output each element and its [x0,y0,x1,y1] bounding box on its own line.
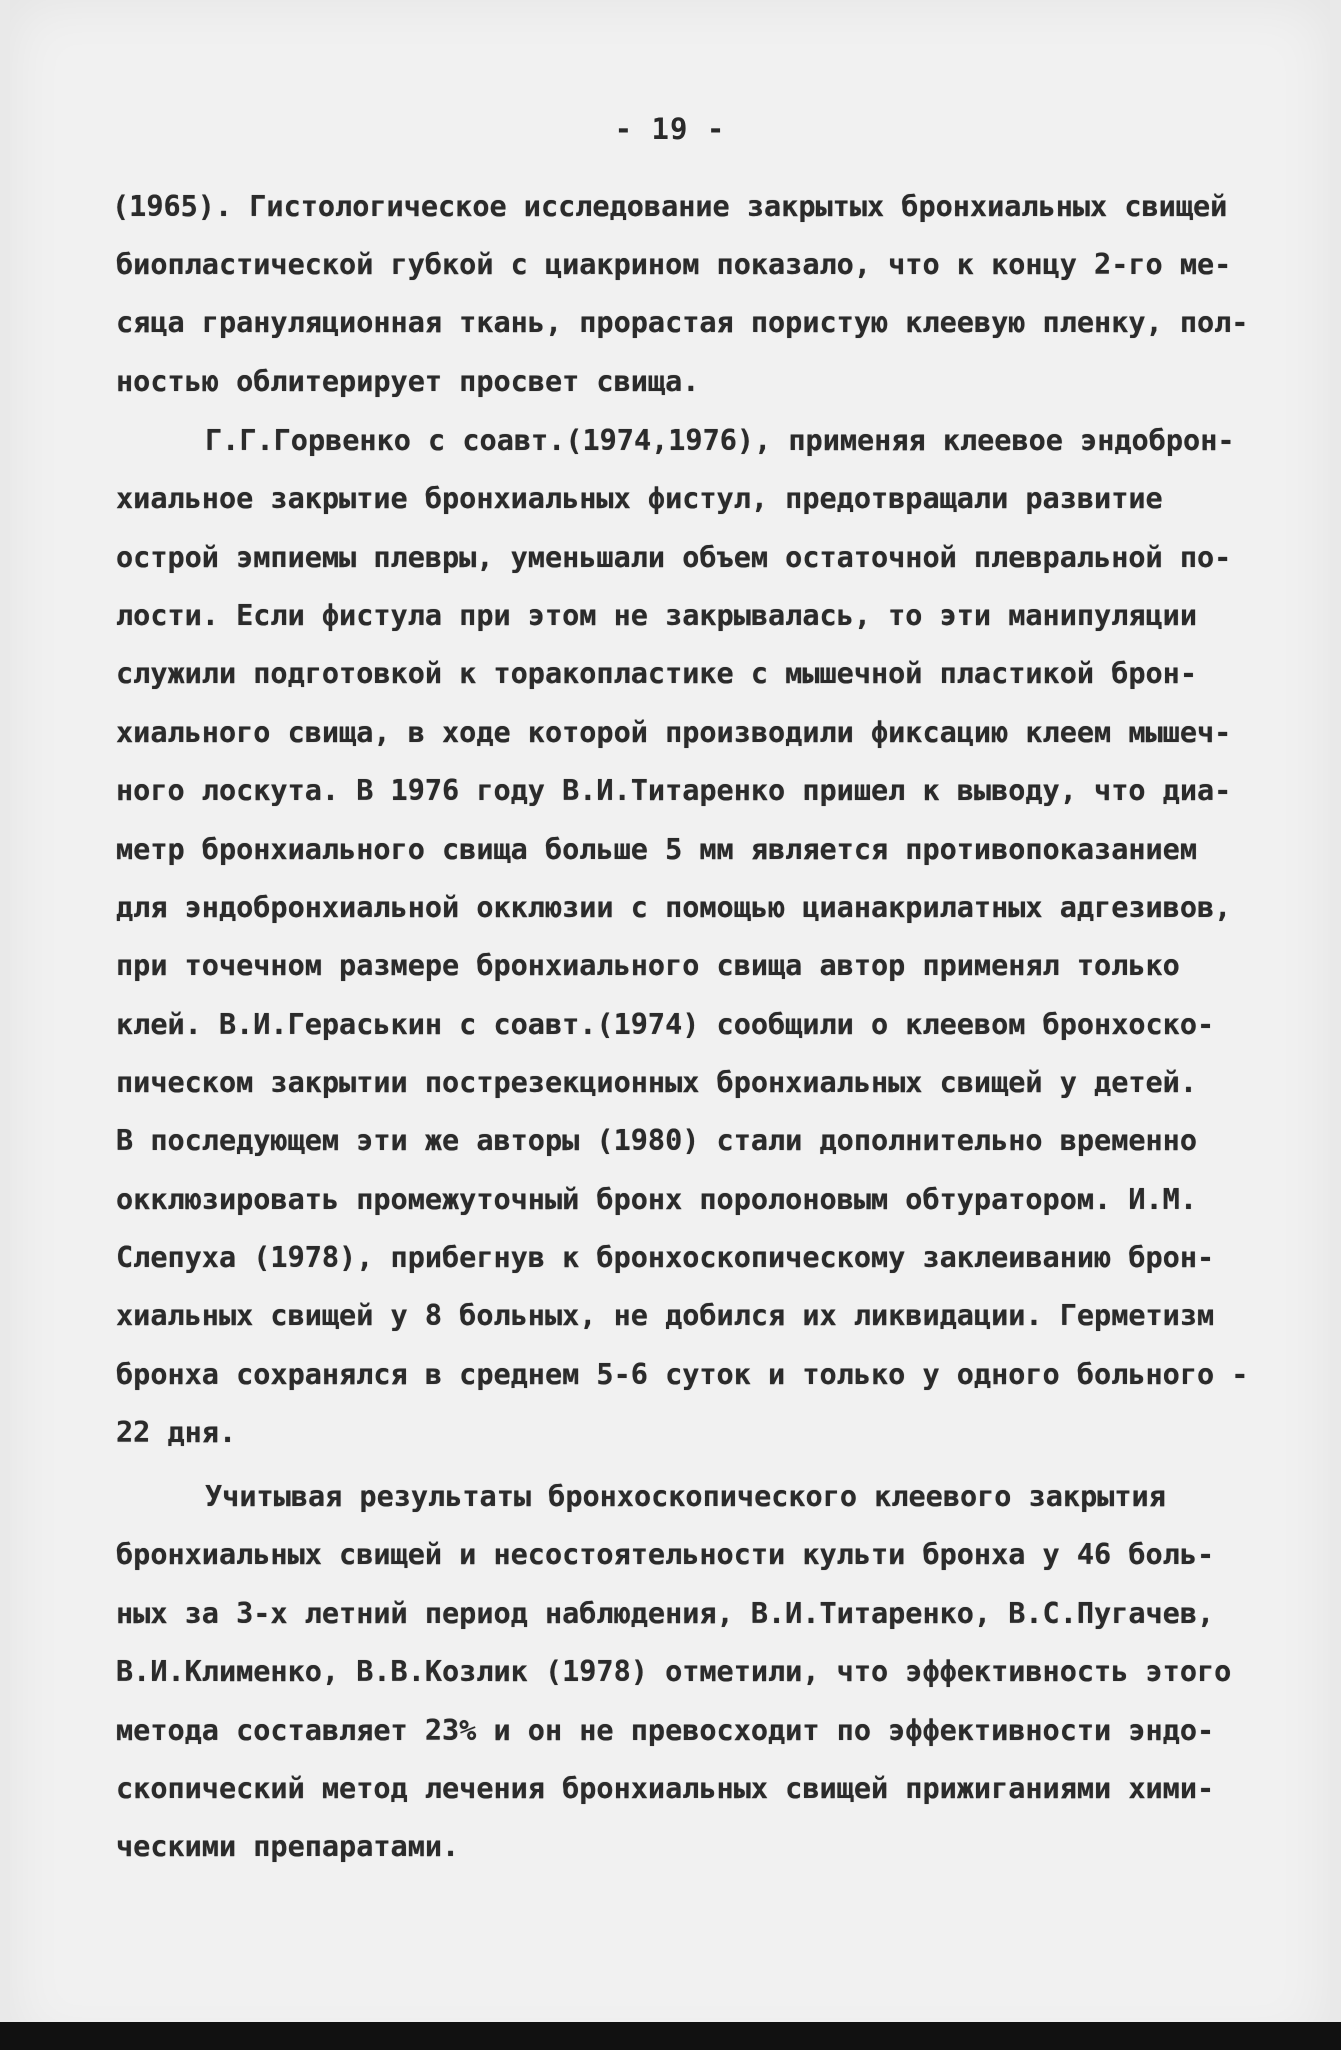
text-line: 22 дня. [116,1416,237,1449]
text-line: Г.Г.Горвенко с соавт.(1974,1976), применяя клеевое эндоброн- [205,424,1235,457]
text-line: для эндобронхиальной окклюзии с помощью цианакрилатных адгезивов, [116,891,1232,924]
text-line: метода составляет 23% и он не превосходит по эффективности эндо- [116,1714,1215,1747]
text-line: ных за 3-х летний период наблюдения, В.И.Титаренко, В.С.Пугачев, [116,1597,1215,1630]
text-line: Учитывая результаты бронхоскопического клеевого закрытия [205,1480,1166,1513]
text-line: бронха сохранялся в среднем 5-6 суток и только у одного больного - [116,1358,1249,1391]
page-number: - 19 - [614,112,726,146]
text-line: острой эмпиемы плевры, уменьшали объем остаточной плевральной по- [116,541,1232,574]
text-line: бронхиальных свищей и несостоятельности культи бронха у 46 боль- [116,1538,1215,1571]
text-line: ностью облитерирует просвет свища. [116,365,700,398]
scan-bottom-edge [0,2022,1341,2050]
text-line: сяца грануляционная ткань, прорастая пористую клеевую пленку, пол- [116,306,1249,339]
text-line: ческими препаратами. [116,1830,460,1863]
text-line: хиального свища, в ходе которой производили фиксацию клеем мышеч- [116,716,1232,749]
text-line: скопический метод лечения бронхиальных свищей прижиганиями хими- [116,1772,1215,1805]
text-line: хиальное закрытие бронхиальных фистул, предотвращали развитие [116,482,1163,515]
text-line: служили подготовкой к торакопластике с мышечной пластикой брон- [116,657,1197,690]
text-line: Слепуха (1978), прибегнув к бронхоскопическому заклеиванию брон- [116,1241,1215,1274]
text-line: хиальных свищей у 8 больных, не добился их ликвидации. Герметизм [116,1299,1215,1332]
text-line: лости. Если фистула при этом не закрывалась, то эти манипуляции [116,599,1197,632]
text-line: В.И.Клименко, В.В.Козлик (1978) отметили, что эффективность этого [116,1655,1232,1688]
text-line: окклюзировать промежуточный бронх поролоновым обтуратором. И.М. [116,1183,1197,1216]
text-line: биопластической губкой с циакрином показало, что к концу 2-го ме- [116,248,1232,281]
document-page [10,0,1330,2050]
text-line: В последующем эти же авторы (1980) стали дополнительно временно [116,1124,1197,1157]
text-line: клей. В.И.Гераськин с соавт.(1974) сообщили о клеевом бронхоско- [116,1008,1215,1041]
text-line: при точечном размере бронхиального свища автор применял только [116,949,1180,982]
text-line: метр бронхиального свища больше 5 мм является противопоказанием [116,833,1197,866]
text-line: (1965). Гистологическое исследование закрытых бронхиальных свищей [112,190,1228,223]
text-line: пическом закрытии пострезекционных бронхиальных свищей у детей. [116,1066,1197,1099]
text-line: ного лоскута. В 1976 году В.И.Титаренко пришел к выводу, что диа- [116,774,1232,807]
